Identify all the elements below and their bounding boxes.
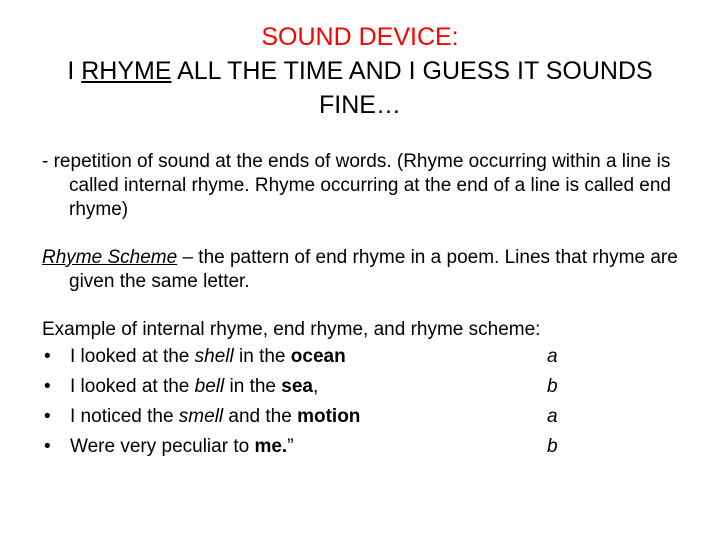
example-line-text (70, 402, 360, 432)
list-item (42, 342, 682, 372)
title-line-3: FINE… (319, 91, 401, 119)
rhyme-letter: b (547, 436, 558, 457)
title-underlined-word: RHYME (81, 57, 172, 85)
bullet-icon: • (44, 376, 51, 397)
example-line-text (70, 432, 294, 462)
slide-body (42, 150, 682, 462)
text-bold: me. (254, 436, 288, 457)
title-line-2-suffix: ALL THE TIME AND I GUESS IT SOUNDS (171, 57, 653, 85)
text-bold: motion (297, 406, 361, 427)
bullet-icon: • (44, 346, 51, 367)
text-plain: , (312, 376, 319, 397)
text-italic: smell (178, 406, 224, 427)
rhyme-letter: b (547, 376, 558, 397)
rhyme-scheme-term: Rhyme Scheme (42, 247, 178, 268)
title-line-2 (20, 54, 700, 88)
text-plain: Were very peculiar to (70, 436, 255, 457)
slide-title (20, 20, 700, 122)
text-plain: I noticed the (70, 406, 179, 427)
text-plain: ” (287, 436, 294, 457)
definition-paragraph: - repetition of sound at the ends of words. (Rhyme occurring within a line is called internal rhyme. Rhyme occurring at the end of a line is called end rhyme) (42, 151, 671, 220)
text-plain: and the (223, 406, 298, 427)
text-plain: in the (224, 376, 282, 397)
list-item (42, 402, 682, 432)
bullet-icon: • (44, 436, 51, 457)
text-bold: sea (281, 376, 313, 397)
text-plain: I looked at the (70, 346, 195, 367)
rhyme-scheme-text: – the pattern of end rhyme in a poem. Lines that rhyme are given the same letter. (69, 247, 678, 292)
title-line-2-prefix: I (67, 57, 82, 85)
title-line-1: SOUND DEVICE: (261, 23, 459, 51)
rhyme-letter: a (547, 406, 558, 427)
text-bold: ocean (290, 346, 346, 367)
text-plain: in the (233, 346, 291, 367)
list-item (42, 432, 682, 462)
text-italic: bell (194, 376, 225, 397)
list-item (42, 372, 682, 402)
example-list (42, 342, 682, 462)
bullet-icon: • (44, 406, 51, 427)
example-line-text (70, 372, 318, 402)
text-italic: shell (194, 346, 234, 367)
text-plain: I looked at the (70, 376, 195, 397)
rhyme-scheme-paragraph (42, 246, 682, 294)
example-heading: Example of internal rhyme, end rhyme, and rhyme scheme: (42, 319, 541, 340)
example-line-text (70, 342, 346, 372)
rhyme-letter: a (547, 346, 558, 367)
